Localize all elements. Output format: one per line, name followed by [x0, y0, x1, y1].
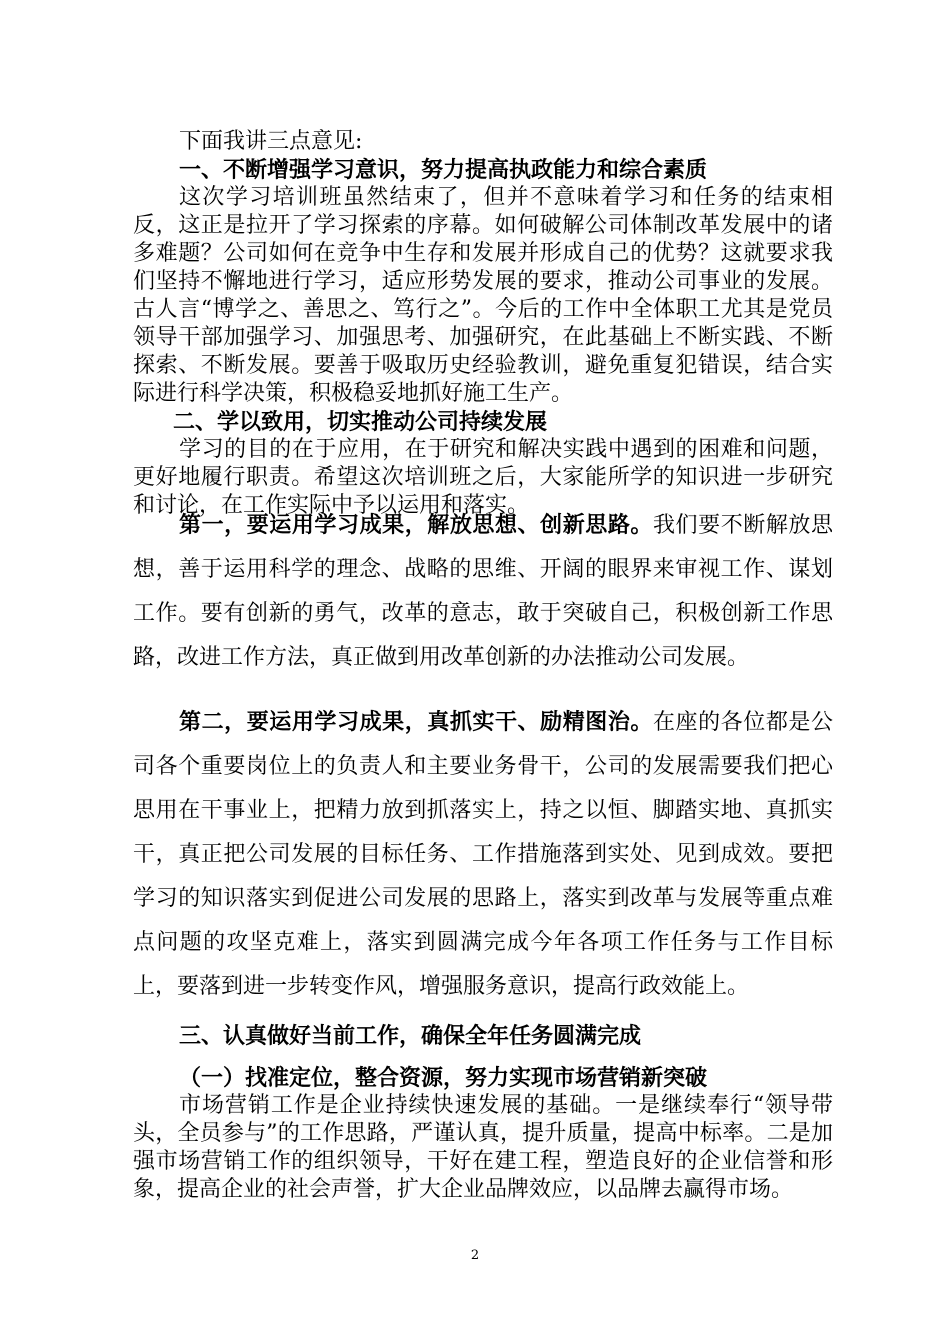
point2-block: [133, 700, 833, 1009]
point1-bold-lead: 第一，要运用学习成果，解放思想、创新思路。: [179, 512, 653, 538]
point1-text: 我们要不断解放思想，善于运用科学的理念、战略的思维、开阔的眼界来审视工作、谋划工作。要有创新的勇气，改革的意志，敢于突破自己，积极创新工作思路，改进工作方法，真正做到用改革创新的办法推动公司发展。: [133, 513, 833, 670]
section3-sub1-heading: （一）找准定位，整合资源，努力实现市场营销新突破: [179, 1065, 708, 1091]
section3-sub1-block: [133, 1064, 833, 1204]
point2-paragraph: [133, 700, 833, 1009]
section3-sub1-body: 市场营销工作是企业持续快速发展的基础。一是继续奉行“领导带头，全员参与”的工作思路，严谨认真，提升质量，提高中标率。二是加强市场营销工作的组织领导，干好在建工程，塑造良好的企业信誉和形象，提高企业的社会声誉，扩大企业品牌效应，以品牌去赢得市场。: [133, 1093, 833, 1202]
section1-body: 这次学习培训班虽然结束了，但并不意味着学习和任务的结束相反，这正是拉开了学习探索的序幕。如何破解公司体制改革发展中的诸多难题？公司如何在竞争中生存和发展并形成自己的优势？这就要求我们坚持不懈地进行学习，适应形势发展的要求，推动公司事业的发展。古人言“博学之、善思之、笃行之”。今后的工作中全体职工尤其是党员领导干部加强学习、加强思考、加强研究，在此基础上不断实践、不断探索、不断发展。要善于吸取历史经验教训，避免重复犯错误，结合实际进行科学决策，积极稳妥地抓好施工生产。: [133, 185, 833, 406]
point2-text: 在座的各位都是公司各个重要岗位上的负责人和主要业务骨干，公司的发展需要我们把心思用在干事业上，把精力放到抓落实上，持之以恒、脚踏实地、真抓实干，真正把公司发展的目标任务、工作措施落到实处、见到成效。要把学习的知识落实到促进公司发展的思路上，落实到改革与发展等重点难点问题的攻坚克难上，落实到圆满完成今年各项工作任务与工作目标上，要落到进一步转变作风，增强服务意识，提高行政效能上。: [133, 710, 833, 999]
section3-heading-block: [133, 1014, 833, 1058]
intro-line: 下面我讲三点意见:: [179, 129, 363, 154]
point2-bold-lead: 第二，要运用学习成果，真抓实干、励精图治。: [179, 709, 653, 735]
section3-heading: 三、认真做好当前工作，确保全年任务圆满完成: [179, 1023, 642, 1049]
section1-heading: 一、不断增强学习意识，努力提高执政能力和综合素质: [179, 157, 708, 183]
point1-paragraph: [133, 503, 833, 680]
section2-heading: 二、学以致用，切实推动公司持续发展: [173, 409, 548, 435]
page-number: 2: [470, 1248, 480, 1263]
intro-block: [133, 128, 833, 520]
section2-body: 学习的目的在于应用，在于研究和解决实践中遇到的困难和问题，更好地履行职责。希望这次培训班之后，大家能所学的知识进一步研究和讨论，在工作实际中予以运用和落实。: [133, 437, 833, 518]
point1-block: [133, 503, 833, 680]
